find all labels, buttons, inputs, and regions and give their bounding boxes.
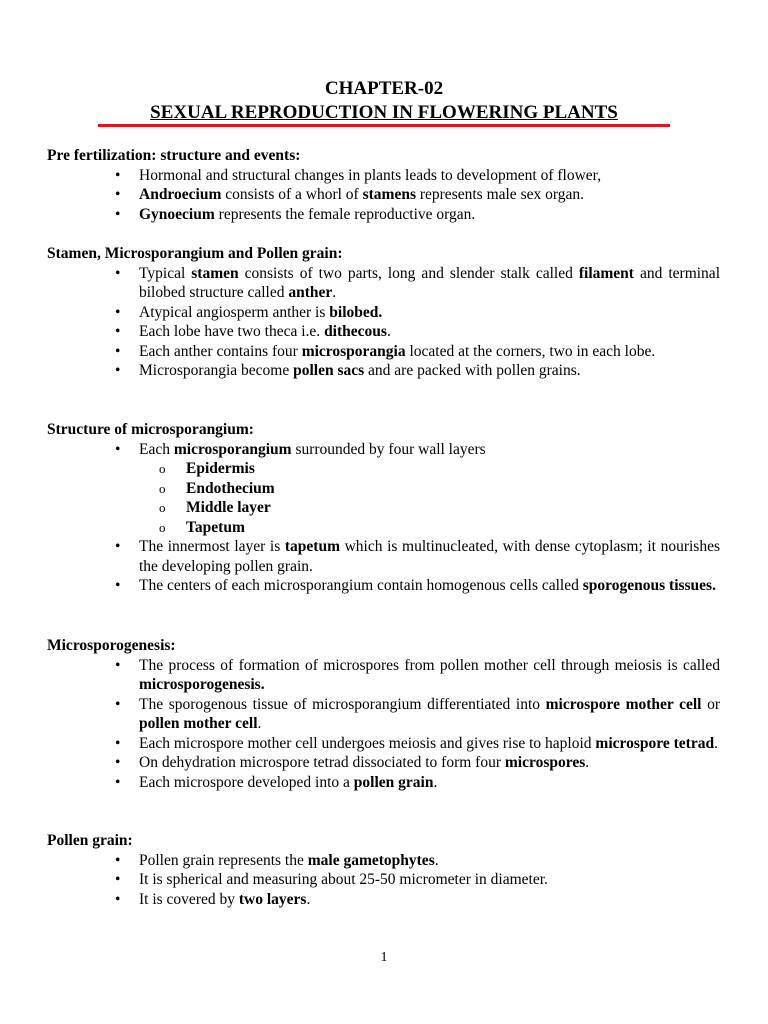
- text-run: .: [714, 734, 718, 752]
- text-run: which is multinucleated, with dense cytoplasm; it nourishes the developing pollen grain.: [139, 538, 721, 575]
- bullet-icon: •: [115, 205, 121, 223]
- item-text: [139, 734, 720, 754]
- item-text: [139, 537, 720, 576]
- item-text: [139, 166, 720, 186]
- list-item: [47, 440, 727, 460]
- circle-bullet-icon: o: [159, 519, 166, 535]
- bold-term: microspores: [504, 754, 586, 771]
- text-run: Each: [139, 440, 174, 458]
- text-run: .: [433, 773, 438, 791]
- bullet-icon: •: [115, 754, 121, 771]
- bold-term: pollen sacs: [293, 362, 365, 379]
- sub-list-item: [47, 459, 727, 479]
- text-run: The innermost layer is: [139, 538, 285, 555]
- bullet-icon: •: [115, 303, 121, 321]
- list-item: [47, 773, 727, 793]
- circle-bullet-icon: o: [159, 500, 166, 515]
- bullet-icon: •: [115, 362, 121, 379]
- bullet-icon: •: [115, 773, 121, 791]
- list-item: [47, 185, 727, 205]
- bold-term: male gametophytes: [307, 851, 435, 869]
- bold-term: pollen grain: [353, 773, 434, 791]
- bullet-icon: •: [115, 890, 121, 908]
- bullet-list: [47, 264, 727, 381]
- bullet-list: [47, 656, 727, 793]
- item-text: [139, 205, 720, 225]
- bold-term: microspore mother cell: [545, 695, 702, 713]
- bold-term: anther: [288, 284, 333, 301]
- bold-term: dithecous: [324, 323, 387, 340]
- bullet-icon: •: [115, 734, 121, 752]
- sub-list-item: [47, 518, 727, 538]
- text-run: .: [306, 890, 311, 908]
- text-run: consists of two parts, long and slender stalk called: [238, 264, 579, 282]
- section-heading: Pollen grain:: [47, 832, 133, 849]
- item-text: [139, 695, 720, 734]
- bold-term: Gynoecium: [139, 205, 215, 223]
- section-microsporogenesis: [47, 636, 727, 792]
- list-item: [47, 851, 727, 871]
- bold-term: bilobed.: [329, 303, 383, 321]
- bold-term: microsporogenesis.: [139, 676, 265, 693]
- text-run: and are packed with pollen grains.: [364, 362, 581, 379]
- text-run: The process of formation of microspores from pollen mother cell through meiosis is called: [139, 656, 720, 674]
- circle-bullet-icon: o: [159, 480, 166, 496]
- list-item: [47, 205, 727, 225]
- list-item: [47, 537, 727, 576]
- item-text: [139, 656, 720, 695]
- bullet-list: [47, 851, 727, 910]
- text-run: consists of a whorl of: [221, 186, 363, 203]
- bullet-icon: •: [115, 440, 121, 458]
- bullet-icon: •: [115, 871, 121, 888]
- item-text: [139, 753, 720, 773]
- list-item: [47, 753, 727, 773]
- item-text: [139, 322, 720, 342]
- bullet-list: [47, 166, 727, 225]
- text-run: represents the female reproductive organ.: [214, 205, 476, 223]
- bold-term: two layers: [238, 890, 307, 908]
- bold-term: filament: [578, 264, 634, 282]
- item-text: [139, 185, 720, 205]
- text-run: Microsporangia become: [139, 362, 294, 379]
- bold-term: Androecium: [139, 186, 222, 203]
- text-run: located at the corners, two in each lobe.: [405, 342, 656, 360]
- item-text: [139, 264, 720, 303]
- section-heading: Microsporogenesis:: [47, 637, 176, 654]
- chapter-number: CHAPTER-02: [324, 78, 444, 99]
- sub-list-item: [47, 498, 727, 518]
- page-number: 1: [380, 950, 388, 965]
- bullet-icon: •: [115, 695, 121, 713]
- bullet-icon: •: [115, 166, 121, 184]
- bullet-icon: •: [115, 577, 121, 594]
- bullet-icon: •: [115, 186, 121, 203]
- bold-term: tapetum: [284, 538, 340, 555]
- bullet-icon: •: [115, 264, 121, 282]
- bullet-icon: •: [115, 323, 121, 340]
- bullet-icon: •: [115, 656, 121, 674]
- text-run: or: [701, 695, 721, 713]
- text-run: Atypical angiosperm anther is: [139, 303, 330, 321]
- circle-bullet-icon: o: [159, 461, 166, 476]
- text-run: It is covered by: [139, 890, 239, 908]
- section-heading: Stamen, Microsporangium and Pollen grain:: [47, 245, 343, 262]
- text-run: Each anther contains four: [139, 342, 302, 360]
- text-run: It is spherical and measuring about 25-50 micrometer in diameter.: [139, 871, 548, 888]
- list-item: [47, 890, 727, 910]
- text-run: surrounded by four wall layers: [291, 440, 486, 458]
- list-item: [47, 361, 727, 381]
- list-item: [47, 695, 727, 734]
- bullet-icon: •: [115, 342, 121, 360]
- item-text: [139, 870, 720, 890]
- bold-term: stamen: [191, 264, 239, 282]
- chapter-title: SEXUAL REPRODUCTION IN FLOWERING PLANTS: [150, 102, 618, 123]
- text-run: .: [434, 851, 439, 869]
- item-text: [139, 303, 720, 323]
- sub-item-text: Middle layer: [186, 499, 271, 516]
- section-stamen: [47, 244, 727, 381]
- item-text: [139, 440, 720, 460]
- text-run: Each lobe have two theca i.e.: [139, 323, 325, 340]
- list-item: [47, 342, 727, 362]
- title-red-underline: [98, 124, 670, 127]
- text-run: On dehydration microspore tetrad dissociated to form four: [139, 754, 505, 771]
- item-text: [139, 890, 720, 910]
- bold-term: microsporangium: [173, 440, 292, 458]
- section-microsporangium-structure: [47, 420, 727, 596]
- section-heading: Pre fertilization: structure and events:: [47, 147, 301, 164]
- text-run: .: [386, 323, 391, 340]
- bold-term: microspore tetrad: [595, 734, 715, 752]
- bullet-icon: •: [115, 851, 121, 869]
- text-run: .: [585, 754, 590, 771]
- list-item: [47, 870, 727, 890]
- item-text: [139, 773, 720, 793]
- bold-term: microsporangia: [301, 342, 406, 360]
- section-heading: Structure of microsporangium:: [47, 421, 254, 438]
- sub-item-text: Epidermis: [186, 460, 255, 477]
- list-item: [47, 166, 727, 186]
- text-run: and terminal bilobed structure called: [139, 264, 720, 301]
- sub-item-text: Endothecium: [186, 479, 275, 497]
- text-run: Each microspore developed into a: [139, 773, 354, 791]
- text-run: Pollen grain represents the: [139, 851, 308, 869]
- list-item: [47, 303, 727, 323]
- section-pre-fertilization: [47, 146, 727, 224]
- list-item: [47, 264, 727, 303]
- text-run: .: [257, 715, 262, 732]
- sub-item-text: Tapetum: [186, 518, 245, 536]
- list-item: [47, 734, 727, 754]
- text-run: Hormonal and structural changes in plants leads to development of flower,: [139, 166, 602, 184]
- bold-term: pollen mother cell: [139, 715, 258, 732]
- item-text: [139, 851, 720, 871]
- bold-term: stamens: [362, 186, 416, 203]
- item-text: [139, 361, 720, 381]
- text-run: The sporogenous tissue of microsporangium differentiated into: [139, 695, 546, 713]
- text-run: The centers of each microsporangium contain homogenous cells called: [139, 577, 583, 594]
- item-text: [139, 576, 720, 596]
- section-pollen-grain: [47, 831, 727, 909]
- list-item: [47, 576, 727, 596]
- sub-list-item: [47, 479, 727, 499]
- list-item: [47, 322, 727, 342]
- text-run: Each microspore mother cell undergoes meiosis and gives rise to haploid: [139, 734, 596, 752]
- list-item: [47, 656, 727, 695]
- text-run: Typical: [139, 264, 192, 282]
- text-run: represents male sex organ.: [415, 186, 584, 203]
- bullet-list: [47, 440, 727, 596]
- bold-term: sporogenous tissues.: [582, 577, 716, 594]
- bullet-icon: •: [115, 538, 121, 555]
- item-text: [139, 342, 720, 362]
- text-run: .: [332, 284, 337, 301]
